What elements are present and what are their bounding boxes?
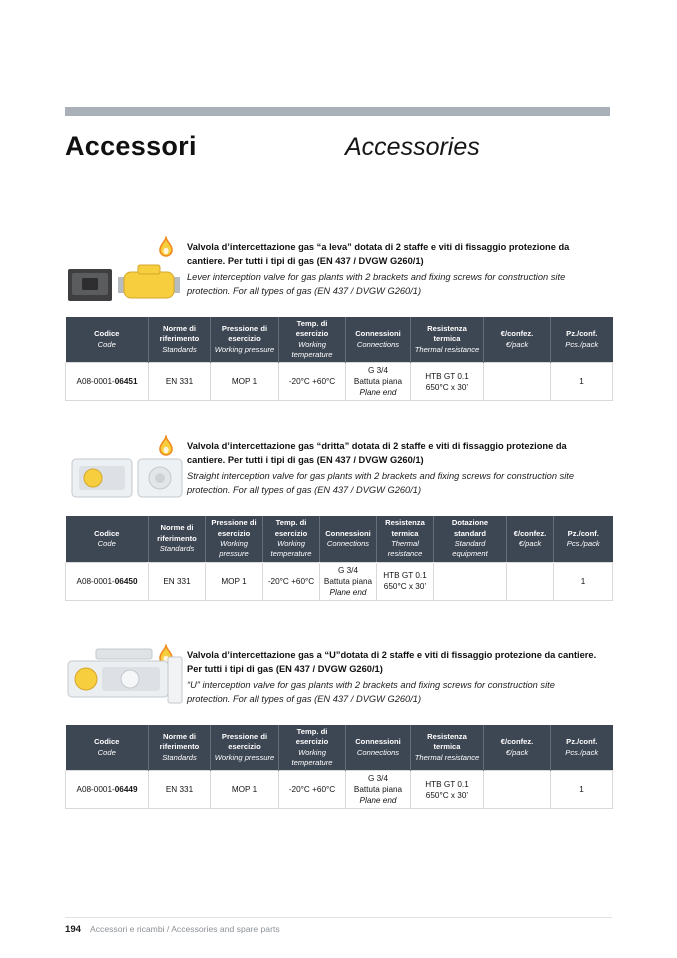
table-cell [507, 562, 554, 600]
column-header: Resistenza termica Thermal resistance [411, 725, 484, 771]
column-header: Norme di riferimento Standards [149, 725, 211, 771]
product-description [187, 241, 597, 299]
product-image [68, 262, 180, 313]
product-image [71, 454, 183, 507]
spec-table [65, 725, 613, 809]
header-bar [65, 107, 610, 116]
column-header: Temp. di esercizio Working temperature [279, 725, 346, 771]
table-row [66, 771, 613, 809]
table-cell: MOP 1 [211, 363, 279, 401]
table-cell: G 3/4 Battuta piana Plane end [320, 562, 377, 600]
footer-divider [65, 917, 612, 918]
table-cell: HTB GT 0.1 650°C x 30’ [411, 771, 484, 809]
column-header: Connessioni Connections [320, 516, 377, 562]
column-header: Codice Code [66, 516, 149, 562]
column-header: Pz./conf. Pcs./pack [554, 516, 613, 562]
table-cell [484, 363, 551, 401]
table-cell [484, 771, 551, 809]
page-number: 194 [65, 924, 82, 935]
column-header: Temp. di esercizio Working temperature [263, 516, 320, 562]
page-title-english: Accessories [345, 133, 480, 161]
table-cell: MOP 1 [206, 562, 263, 600]
table-cell: A08-0001-06450 [66, 562, 149, 600]
description-english: Straight interception valve for gas plants with 2 brackets and fixing screws for construction site protection. For all types of gas (EN 437 / DVGW G260/1) [187, 470, 575, 495]
table-cell: 1 [551, 363, 613, 401]
table-cell: HTB GT 0.1 650°C x 30’ [411, 363, 484, 401]
page-footer [65, 924, 280, 935]
column-header: €/confez. €/pack [484, 725, 551, 771]
table-cell: 1 [551, 771, 613, 809]
column-header: Resistenza termica Thermal resistance [411, 317, 484, 363]
column-header: Dotazione standard Standard equipment [434, 516, 507, 562]
column-header: Connessioni Connections [346, 317, 411, 363]
product-section [65, 646, 612, 846]
column-header: €/confez. €/pack [507, 516, 554, 562]
table-cell: HTB GT 0.1 650°C x 30’ [377, 562, 434, 600]
footer-label: Accessori e ricambi / Accessories and spare parts [90, 924, 280, 934]
flame-icon [155, 235, 177, 261]
column-header: Connessioni Connections [346, 725, 411, 771]
table-cell: -20°C +60°C [263, 562, 320, 600]
column-header: Temp. di esercizio Working temperature [279, 317, 346, 363]
column-header: Resistenza termica Thermal resistance [377, 516, 434, 562]
spec-table [65, 317, 613, 401]
table-cell: -20°C +60°C [279, 363, 346, 401]
table-cell: MOP 1 [211, 771, 279, 809]
product-section [65, 238, 612, 438]
column-header: Pz./conf. Pcs./pack [551, 725, 613, 771]
table-cell: G 3/4 Battuta piana Plane end [346, 363, 411, 401]
description-italian: Valvola d’intercettazione gas a “U”dotata di 2 staffe e viti di fissaggio protezione da cantiere. Per tutti i tipi di gas (EN 437 / DVGW G260/1) [187, 650, 597, 674]
table-cell: A08-0001-06449 [66, 771, 149, 809]
spec-table [65, 516, 613, 601]
column-header: €/confez. €/pack [484, 317, 551, 363]
table-cell [434, 562, 507, 600]
column-header: Codice Code [66, 725, 149, 771]
description-italian: Valvola d’intercettazione gas “dritta” dotata di 2 staffe e viti di fissaggio protezione da cantiere. Per tutti i tipi di gas (EN 437 / DVGW G260/1) [187, 441, 567, 465]
description-english: Lever interception valve for gas plants with 2 brackets and fixing screws for construction site protection. For all types of gas (EN 437 / DVGW G260/1) [187, 271, 566, 296]
table-cell: -20°C +60°C [279, 771, 346, 809]
table-cell: 1 [554, 562, 613, 600]
column-header: Norme di riferimento Standards [149, 516, 206, 562]
product-image [66, 647, 184, 714]
table-cell: G 3/4 Battuta piana Plane end [346, 771, 411, 809]
table-cell: EN 331 [149, 771, 211, 809]
page-title-italian: Accessori [65, 131, 197, 161]
product-description [187, 440, 597, 498]
description-italian: Valvola d’intercettazione gas “a leva” dotata di 2 staffe e viti di fissaggio protezione da cantiere. Per tutti i tipi di gas (EN 437 / DVGW G260/1) [187, 242, 570, 266]
table-row [66, 562, 613, 600]
product-description [187, 649, 597, 707]
table-cell: EN 331 [149, 562, 206, 600]
column-header: Pz./conf. Pcs./pack [551, 317, 613, 363]
column-header: Norme di riferimento Standards [149, 317, 211, 363]
table-cell: EN 331 [149, 363, 211, 401]
column-header: Codice Code [66, 317, 149, 363]
table-row [66, 363, 613, 401]
description-english: “U” interception valve for gas plants with 2 brackets and fixing screws for construction site protection. For all types of gas (EN 437 / DVGW G260/1) [187, 679, 555, 704]
column-header: Pressione di esercizio Working pressure [211, 317, 279, 363]
column-header: Pressione di esercizio Working pressure [211, 725, 279, 771]
table-cell: A08-0001-06451 [66, 363, 149, 401]
product-section [65, 437, 612, 637]
column-header: Pressione di esercizio Working pressure [206, 516, 263, 562]
